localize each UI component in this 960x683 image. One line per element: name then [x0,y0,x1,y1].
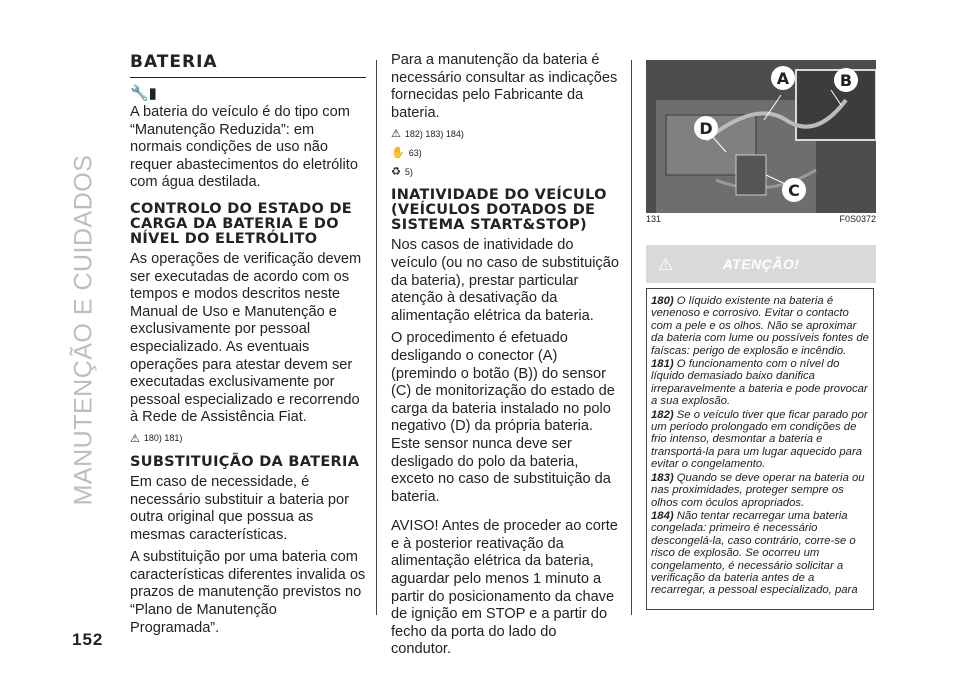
column-divider [631,60,632,615]
column-1 [130,52,366,642]
figure-caption [646,214,876,224]
battery-maintenance-icon: 🔧▮ [130,85,157,102]
warning-triangle-icon: ⚠ [658,255,674,274]
figure-label-b: B [839,71,853,90]
attention-title: ATENÇÃO! [722,256,800,272]
attention-item: 184) Não tentar recarregar uma bateria congelada: primeiro é necessário descongelá-la, caso contrário, corre-se o risco de explosão. Se ocorreu um congelamento, é necessário solicitar a verificação da bateria antes de a recarregar, a pessoal especializado, para [651,509,858,597]
battery-illustration [646,60,876,213]
figure-label-c: C [788,181,800,200]
section-heading-bateria: BATERIA [130,52,366,78]
environment-icon: ♻ [391,166,401,179]
warning-refs: ⚠ 180) 181) [130,432,183,445]
subheading-controlo: CONTROLO DO ESTADO DE CARGA DA BATERIA E DO NÍVEL DO ELETRÓLITO [130,200,352,247]
figure-label-a: A [776,69,790,88]
paragraph: Nos casos de inatividade do veículo (ou no caso de substituição da bateria), prestar particular atenção à desativação da alimentação elétrica da bateria. [391,237,619,324]
attention-header [646,245,876,283]
warning-triangle-icon: ⚠ [391,128,401,141]
paragraph: Em caso de necessidade, é necessário substituir a bateria por outra original que possua as mesmas características. [130,473,350,543]
attention-item: 181) O funcionamento com o nível do líquido demasiado baixo danifica irreparavelmente a bateria e pode provocar a sua explosão. [651,358,868,408]
hand-caution-icon: ✋ [391,147,405,160]
figure-code: F0S0372 [839,214,876,224]
column-divider [376,60,377,615]
paragraph: Para a manutenção da bateria é necessário consultar as indicações fornecidas pelo Fabricante da bateria. [391,52,618,121]
paragraph: A substituição por uma bateria com características diferentes invalida os prazos de manutenção previstos no “Plano de Manutenção Programada”. [130,549,366,636]
battery-sensor-figure [646,60,876,213]
column-2 [391,52,619,664]
attention-item: 183) Quando se deve operar na bateria ou nas proximidades, proteger sempre os olhos com óculos apropriados. [651,471,865,509]
paragraph: As operações de verificação devem ser executadas de acordo com os tempos e modos descritos neste Manual de Uso e Manutenção e exclusivamente por pessoal especializado. As eventuais operações para atestar devem ser executadas exclusivamente por pessoal especializado e recorrendo à Rede de Assistência Fiat. [130,250,362,426]
figure-number: 131 [646,214,662,224]
subheading-inatividade: INATIVIDADE DO VEÍCULO (VEÍCULOS DOTADOS DE SISTEMA START&STOP) [391,187,607,234]
figure-label-d: D [699,119,713,138]
subheading-substituicao: SUBSTITUIÇÃO DA BATERIA [130,453,360,470]
warning-refs: ⚠ 182) 183) 184) [391,128,464,141]
page-number: 152 [72,630,104,649]
warning-triangle-icon: ⚠ [130,432,140,445]
paragraph: O procedimento é efetuado desligando o conector (A) (premindo o botão (B)) do sensor (C) de monitorização do estado de carga da bateria instalado no polo negativo (D) da própria bateria. Este sensor nunca deve ser desligado do polo da bateria, exceto no caso de substituição da bateria. [391,330,615,505]
attention-item: 180) O líquido existente na bateria é venenoso e corrosivo. Evitar o contacto com a pele e os olhos. Não se aproximar da bateria com lume ou possíveis fontes de faíscas: perigo de explosão e incêndio. [651,295,869,357]
paragraph-aviso: AVISO! Antes de proceder ao corte e à posterior reativação da alimentação elétrica da bateria, aguardar pelo menos 1 minuto a partir do posicionamento da chave de ignição em STOP e a partir do fecho da porta do lado do condutor. [391,518,618,658]
caution-refs: ✋ 63) [391,147,422,160]
attention-item: 182) Se o veículo tiver que ficar parado por um período prolongado em condições de frio intenso, desmontar a bateria e transportá-la para um lugar aquecido para evitar o congelamento. [651,408,868,471]
paragraph: A bateria do veículo é do tipo com “Manutenção Reduzida”: em normais condições de uso não requer abastecimentos do eletrólito com água destilada. [130,104,358,191]
attention-box [646,288,874,610]
environment-refs: ♻ 5) [391,166,413,179]
